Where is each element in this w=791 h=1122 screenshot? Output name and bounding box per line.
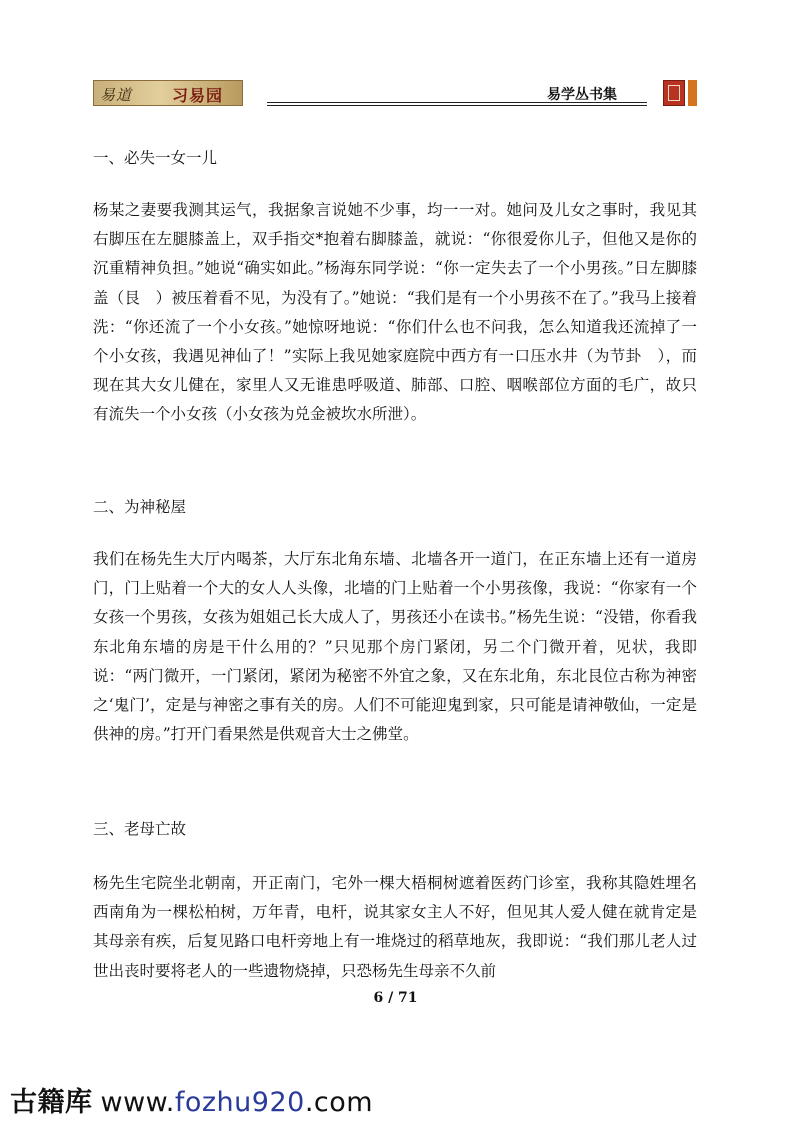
section-paragraph: 我们在杨先生大厅内喝茶，大厅东北角东墙、北墙各开一道门，在正东墙上还有一道房门，门上贴着一个大的女人人头像，北墙的门上贴着一个小男孩像，我说：“你家有一个女孩一个男孩，女孩为姐姐己长大成人了，男孩还小在读书。”杨先生说：“没错，你看我东北角东墙的房是干什么用的？”只见那个房门紧闭，另二个门微开着，见状，我即说：“两门微开，一门紧闭，紧闭为秘密不外宜之象，又在东北角，东北艮位古称为神密之‘鬼门’，定是与神密之事有关的房。人们不可能迎鬼到家，只可能是请神敬仙，一定是供神的房。”打开门看果然是供观音大士之佛堂。 [93,550,697,744]
footer-url-suffix: .com [304,1087,374,1118]
series-title: 易学丛书集 [547,87,617,103]
section-heading: 一、必失一女一儿 [93,149,218,167]
section-paragraph: 杨某之妻要我测其运气，我据象言说她不少事，均一一对。她问及儿女之事时，我见其右脚压在左腿膝盖上，双手指交*抱着右脚膝盖，就说：“你很爱你儿子，但他又是你的沉重精神负担。”她说“确实如此。”杨海东同学说：“你一定失去了一个小男孩。”日左脚膝盖（艮 ）被压着看不见，为没有了。”她说：“我们是有一个小男孩不在了。”我马上接着洗：“你还流了一个小女孩。”她惊呀地说：“你们什么也不问我，怎么知道我还流掉了一个小女孩，我遇见神仙了！”实际上我见她家庭院中西方有一口压水井（为节卦 ），而现在其大女儿健在，家里人又无谁患呼吸道、肺部、口腔、咽喉部位方面的毛广，故只有流失一个小女孩（小女孩为兑金被坎水所泄）。 [93,201,697,424]
page-header [93,80,697,108]
footer-watermark [10,1080,373,1119]
logo-name-text: 习易园 [172,86,224,105]
orange-tab-marker [688,80,697,106]
section-heading: 二、为神秘屋 [93,498,187,516]
page-number: 6 / 71 [373,990,418,1006]
footer-url-domain: fozhu920 [174,1087,305,1118]
site-logo [93,80,243,106]
footer-url-prefix: www. [100,1087,175,1118]
logo-script-text: 易道 [100,86,133,104]
footer-site-name: 古籍库 [10,1087,93,1118]
seal-stamp-icon [663,80,685,106]
section-heading: 三、老母亡故 [93,820,187,838]
section-paragraph: 杨先生宅院坐北朝南，开正南门，宅外一棵大梧桐树遮着医药门诊室，我称其隐姓埋名西南角为一棵松柏树，万年青，电杆，说其家女主人不好，但见其人爱人健在就肯定是其母亲有疾，后复见路口电杆旁地上有一堆烧过的稻草地灰，我即说：“我们那儿老人过世出丧时要将老人的一些遗物烧掉，只恐杨先生母亲不久前 [93,874,697,980]
